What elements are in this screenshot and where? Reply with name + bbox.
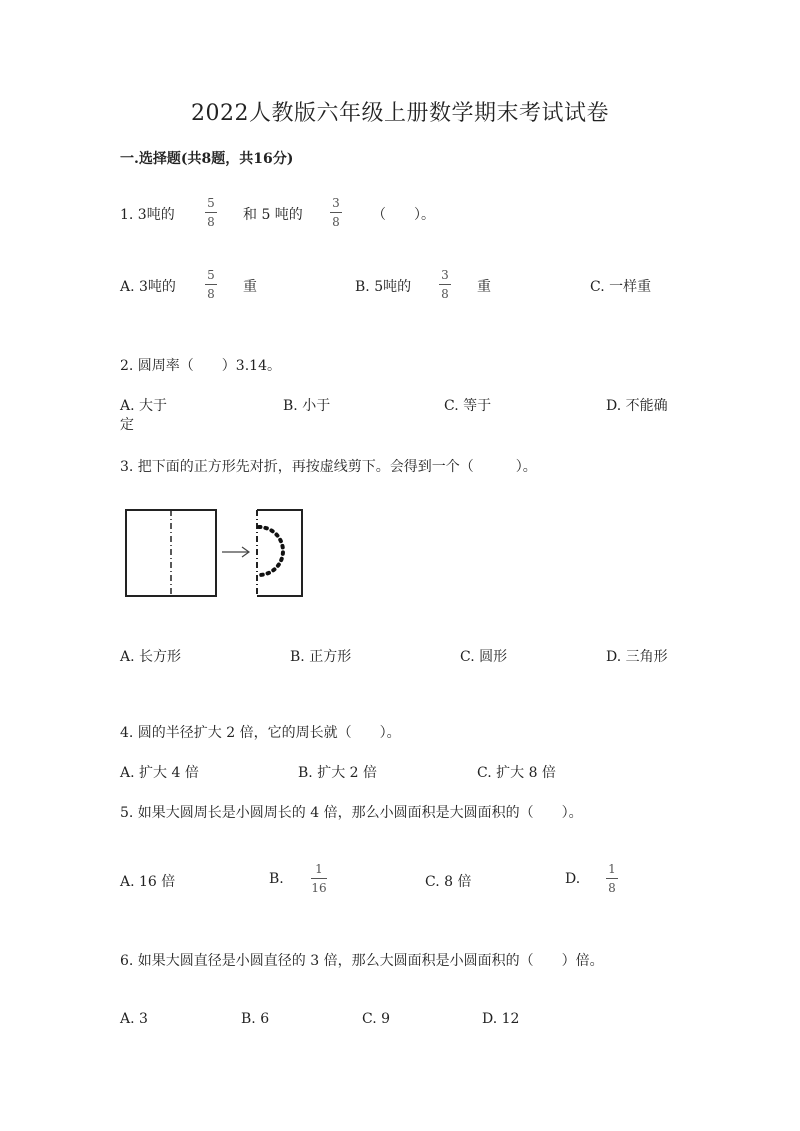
q2-text: 2. 圆周率（ ）3.14。 (120, 358, 281, 374)
fraction-denominator: 8 (332, 215, 340, 229)
fraction-denominator: 8 (207, 215, 215, 229)
fraction-numerator: 5 (207, 268, 215, 282)
q4-text: 4. 圆的半径扩大 2 倍，它的周长就（ ）。 (120, 725, 401, 741)
fraction-denominator: 16 (311, 881, 327, 895)
q1-option-a[interactable]: A. 3吨的 (120, 279, 176, 295)
fold-cut-diagram (120, 505, 310, 605)
q2-option-d[interactable]: D. 不能确 (606, 398, 668, 414)
q1-fraction-1 (205, 196, 217, 229)
fraction-denominator: 8 (207, 287, 215, 301)
section-heading: 一.选择题(共8题，共16分) (120, 151, 294, 167)
q4-option-b[interactable]: B. 扩大 2 倍 (298, 765, 377, 781)
q1-option-a-fraction (205, 268, 217, 301)
q1-suffix: （ ）。 (372, 207, 435, 223)
q5-option-d[interactable]: D. (565, 871, 581, 887)
q2-option-a[interactable]: A. 大于 (120, 398, 168, 414)
fraction-denominator: 8 (441, 287, 449, 301)
fraction-numerator: 5 (207, 196, 215, 210)
q5-option-d-fraction (606, 862, 618, 895)
q1-option-c[interactable]: C. 一样重 (590, 279, 652, 295)
q2-option-d-wrap: 定 (120, 417, 134, 433)
q1-option-b[interactable]: B. 5吨的 (355, 279, 412, 295)
fraction-numerator: 3 (441, 268, 449, 282)
fraction-numerator: 3 (332, 196, 340, 210)
q1-fraction-2 (330, 196, 342, 229)
q4-option-c[interactable]: C. 扩大 8 倍 (477, 765, 556, 781)
q1-prefix: 1. 3吨的 (120, 207, 175, 223)
q4-option-a[interactable]: A. 扩大 4 倍 (120, 765, 199, 781)
q5-option-b-fraction (311, 862, 327, 895)
q1-middle: 和 5 吨的 (243, 207, 303, 223)
q1-option-b-suffix: 重 (477, 279, 491, 295)
q1-option-b-fraction (439, 268, 451, 301)
q3-option-b[interactable]: B. 正方形 (290, 649, 352, 665)
q5-option-b[interactable]: B. (269, 871, 284, 887)
page-title: 2022人教版六年级上册数学期末考试试卷 (191, 101, 609, 126)
q6-option-c[interactable]: C. 9 (362, 1011, 391, 1027)
fraction-numerator: 1 (315, 862, 323, 876)
q5-text: 5. 如果大圆周长是小圆周长的 4 倍，那么小圆面积是大圆面积的（ ）。 (120, 805, 583, 821)
q5-option-a[interactable]: A. 16 倍 (120, 874, 176, 890)
q2-option-c[interactable]: C. 等于 (444, 398, 492, 414)
q3-option-d[interactable]: D. 三角形 (606, 649, 668, 665)
fraction-denominator: 8 (608, 881, 616, 895)
fraction-numerator: 1 (608, 862, 616, 876)
q6-option-b[interactable]: B. 6 (241, 1011, 270, 1027)
q6-option-d[interactable]: D. 12 (482, 1011, 520, 1027)
q5-option-c[interactable]: C. 8 倍 (425, 874, 472, 890)
q1-option-a-suffix: 重 (243, 279, 257, 295)
q3-option-a[interactable]: A. 长方形 (120, 649, 182, 665)
q6-text: 6. 如果大圆直径是小圆直径的 3 倍，那么大圆面积是小圆面积的（ ）倍。 (120, 953, 604, 969)
q3-text: 3. 把下面的正方形先对折，再按虚线剪下。会得到一个（ ）。 (120, 459, 537, 475)
q3-option-c[interactable]: C. 圆形 (460, 649, 508, 665)
q2-option-b[interactable]: B. 小于 (283, 398, 331, 414)
q6-option-a[interactable]: A. 3 (120, 1011, 148, 1027)
